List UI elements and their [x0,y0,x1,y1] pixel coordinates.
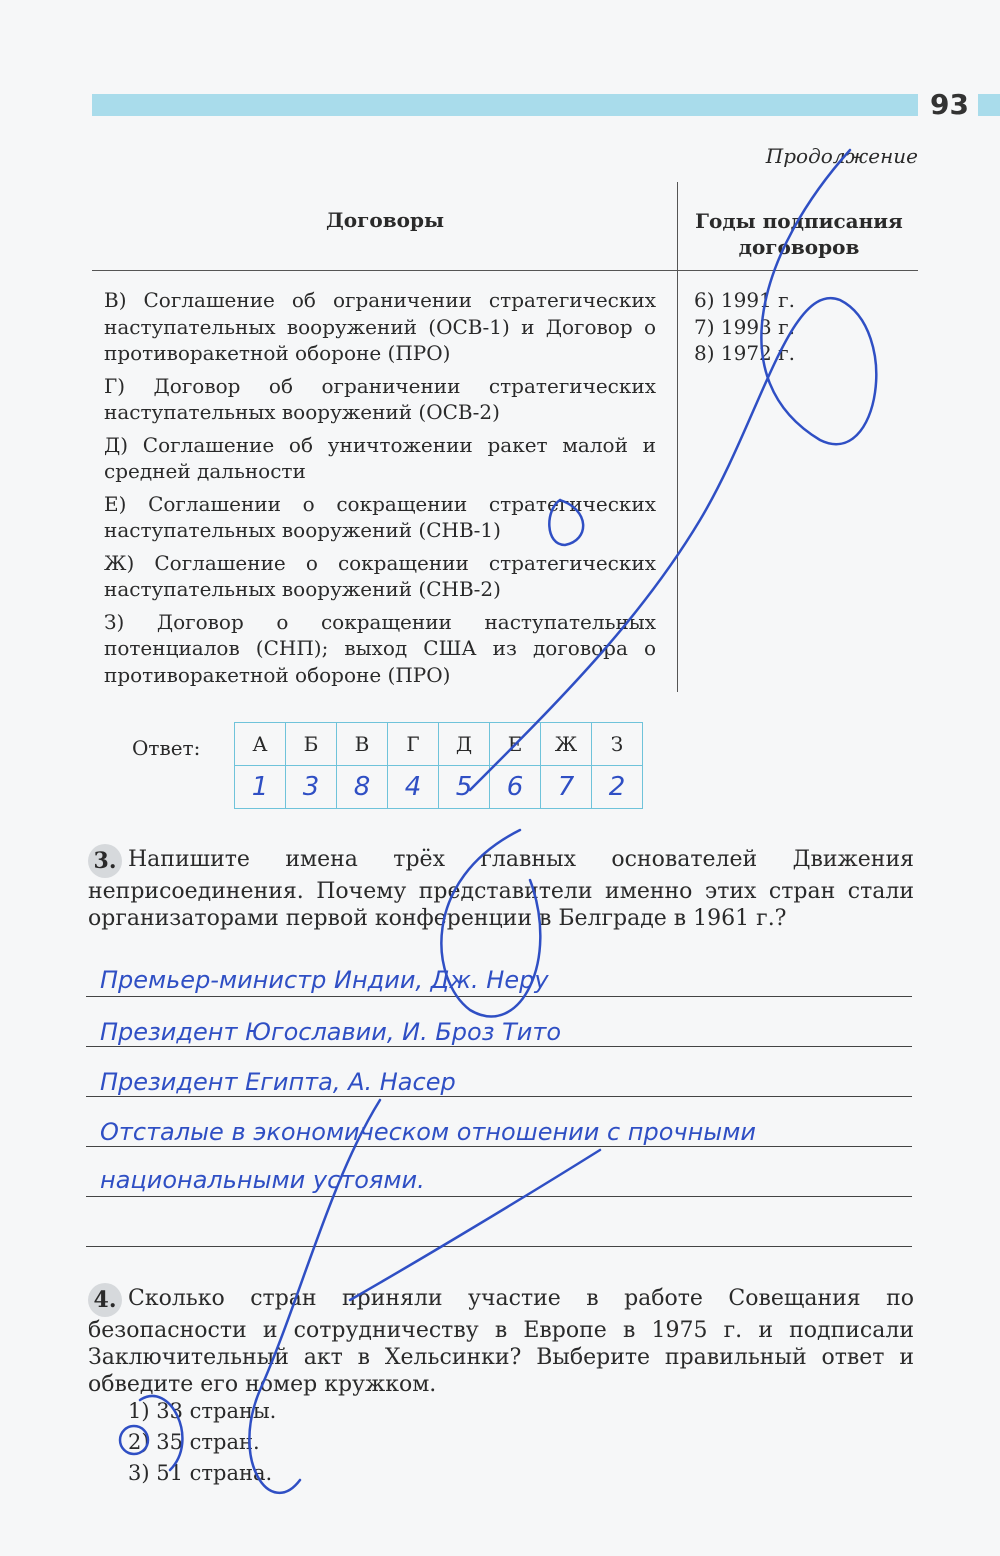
handwritten-answer-line: Отсталые в экономическом отношении с прочными [100,1118,756,1146]
question-4 [88,1283,914,1398]
option-list [128,1396,276,1489]
handwritten-answer-line: национальными устоями. [100,1166,425,1194]
answer-line [86,1046,912,1047]
treaty-item: Е) Соглашении о сокращении стратегических наступательных вооружений (СНВ-1) [104,491,656,542]
answer-letter: Е [490,723,541,766]
question-3 [88,844,914,932]
answer-value: 6 [490,766,541,809]
answer-value: 4 [388,766,439,809]
table-header-years: Годы подписания договоров [695,209,903,259]
question-number-badge: 4. [88,1283,122,1317]
handwritten-answer-line: Премьер-министр Индии, Дж. Неру [100,966,549,994]
question-text: Напишите имена трёх главных основателей Движения неприсоединения. Почему представители именно этих стран стали организаторами первой конференции в Белграде в 1961 г.? [88,847,914,931]
question-text: Сколько стран приняли участие в работе Совещания по безопасности и сотрудничеству в Европе в 1975 г. и подписали Заключительный акт в Хельсинки? Выберите правильный ответ и обведите его номер кружком. [88,1286,914,1397]
answer-grid [234,722,643,809]
handwritten-answer-line: Президент Египта, А. Насер [100,1068,456,1096]
answer-values-row [235,766,643,809]
answer-letter: В [337,723,388,766]
option-item: 1) 33 страны. [128,1399,277,1423]
answer-letter: А [235,723,286,766]
answer-value: 5 [439,766,490,809]
page-number: 93 [930,88,969,121]
answer-line [86,1146,912,1147]
answer-value: 2 [592,766,643,809]
treaty-item: Д) Соглашение об уничтожении ракет малой и средней дальности [104,432,656,483]
treaty-item: З) Договор о сокращении наступательных потенциалов (СНП); выход США из договора о противоракетной обороне (ПРО) [104,609,656,687]
answer-value: 1 [235,766,286,809]
question-number-badge: 3. [88,844,122,878]
answer-letter: Г [388,723,439,766]
continuation-label: Продолжение [765,144,918,168]
option-item: 3) 51 страна. [128,1461,273,1485]
header-band [92,94,918,116]
answer-letter: Ж [541,723,592,766]
treaty-item: В) Соглашение об ограничении стратегических наступательных вооружений (ОСВ-1) и Договор о противоракетной обороне (ПРО) [104,288,656,365]
table-divider-vertical [677,182,678,692]
answer-value: 7 [541,766,592,809]
answer-line [86,996,912,997]
year-item: 6) 1991 г. [694,288,795,312]
answer-letters-row [235,723,643,766]
answer-line [86,1196,912,1197]
answer-line [86,1246,912,1247]
answer-label: Ответ: [132,736,201,760]
answer-letter: Б [286,723,337,766]
header-band-edge [978,94,1000,116]
treaty-item: Г) Договор об ограничении стратегических наступательных вооружений (ОСВ-2) [104,373,656,424]
year-item: 8) 1972 г. [694,341,795,365]
treaty-list [104,287,656,694]
option-item: 2) 35 стран. [128,1430,260,1454]
treaty-item: Ж) Соглашение о сокращении стратегических наступательных вооружений (СНВ-2) [104,550,656,601]
answer-letter: Д [439,723,490,766]
table-divider-horizontal [92,270,918,271]
answer-line [86,1096,912,1097]
answer-value: 8 [337,766,388,809]
year-list [694,287,914,367]
handwritten-answer-line: Президент Югославии, И. Броз Тито [100,1018,562,1046]
answer-value: 3 [286,766,337,809]
table-header-treaties: Договоры [326,208,444,232]
year-item: 7) 1993 г. [694,314,795,339]
answer-letter: З [592,723,643,766]
